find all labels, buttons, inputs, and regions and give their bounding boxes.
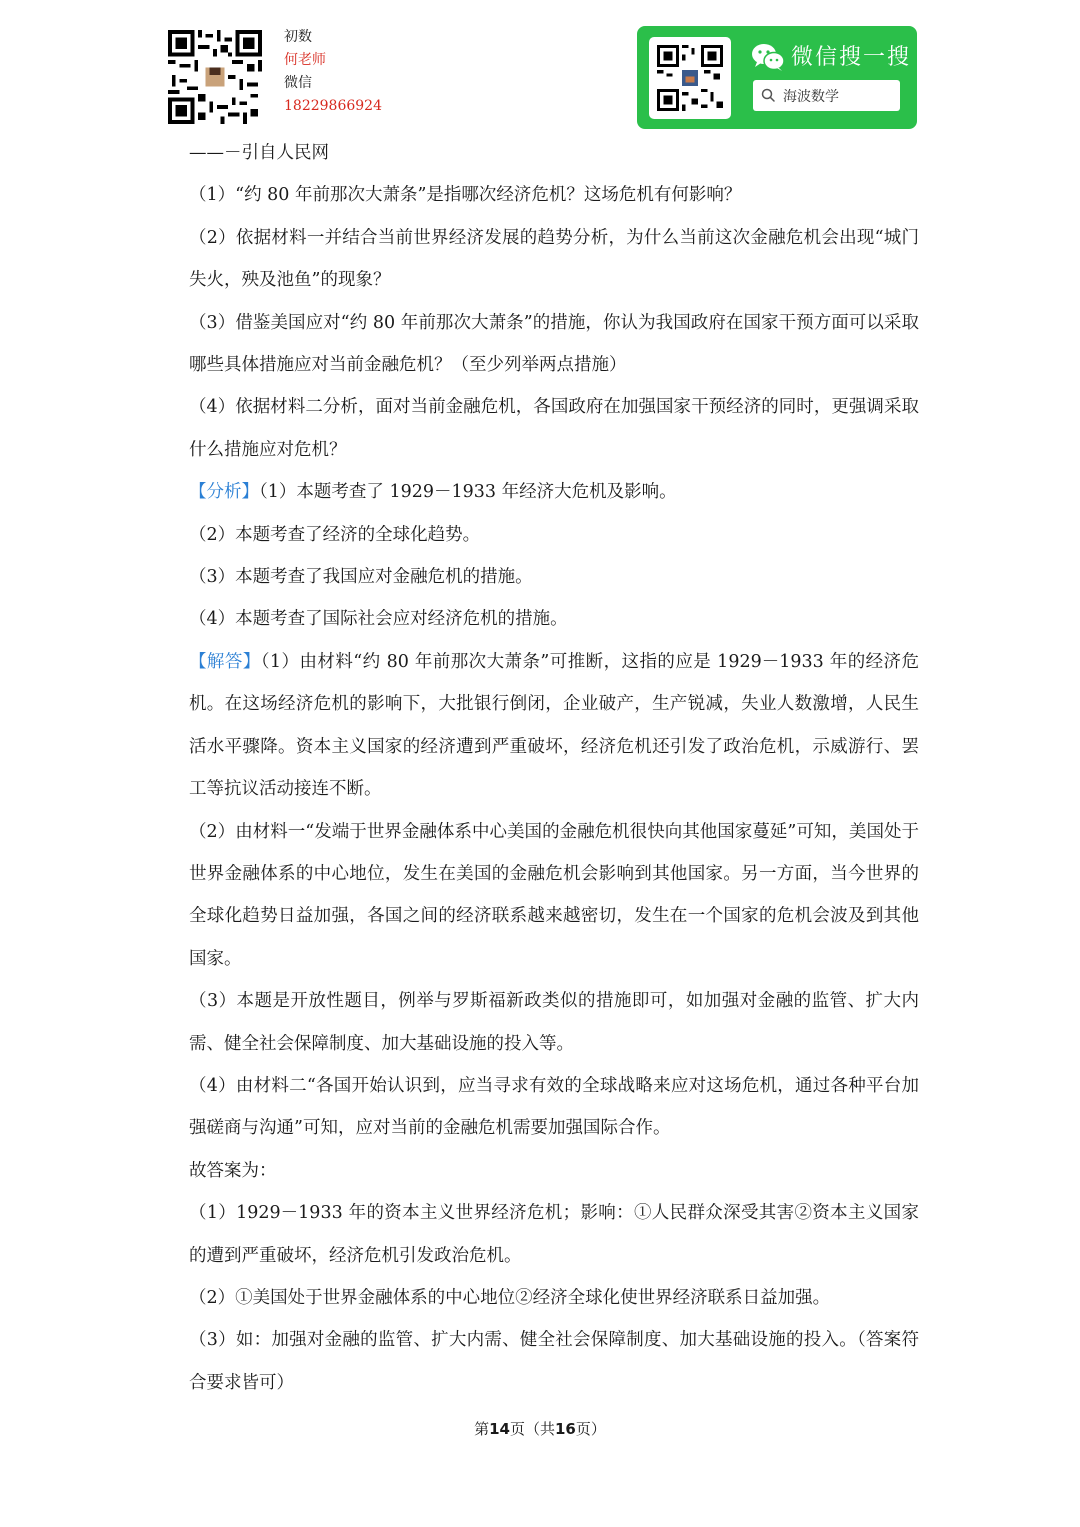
contact-wechat-label: 微信 (284, 75, 312, 91)
contact-block (284, 26, 382, 118)
question-3: （3）借鉴美国应对“约 80 年前那次大萧条”的措施，你认为我国政府在国家干预方面可以采取哪些具体措施应对当前金融危机？（至少列举两点措施） (189, 312, 919, 376)
footer-prefix: 第 (474, 1420, 490, 1438)
answer-item-3: （3）本题是开放性题目，例举与罗斯福新政类似的措施即可，如加强对金融的监管、扩大内需、健全社会保障制度、加大基础设施的投入等。 (189, 991, 919, 1054)
wechat-search-box (753, 80, 900, 111)
page-footer (0, 1418, 1080, 1439)
contact-teacher-name: 何老师 (284, 52, 326, 68)
final-answer-3: （3）如：加强对金融的监管、扩大内需、健全社会保障制度、加大基础设施的投入。（答案符合要求皆可） (189, 1330, 919, 1393)
wechat-qr-code (649, 37, 731, 119)
final-answer-2: （2）①美国处于世界金融体系的中心地位②经济全球化使世界经济联系日益加强。 (189, 1287, 831, 1308)
teacher-qr-code (168, 30, 262, 124)
footer-mid: 页（共 (509, 1420, 555, 1438)
footer-total-pages: 16 (555, 1420, 576, 1438)
search-icon (761, 88, 776, 103)
source-line: ——－引自人民网 (189, 143, 329, 163)
analysis-item-1 (189, 471, 919, 513)
question-2: （2）依据材料一并结合当前世界经济发展的趋势分析，为什么当前这次金融危机会出现“城门失火，殃及池鱼”的现象？ (189, 227, 919, 291)
analysis-item-3: （3）本题考查了我国应对金融危机的措施。 (189, 567, 533, 588)
question-1: （1）“约 80 年前那次大萧条”是指哪次经济危机？这场危机有何影响？ (189, 185, 742, 206)
answer-text-1: （1）由材料“约 80 年前那次大萧条”可推断，这指的应是 1929－1933 年的经济危机。在这场经济危机的影响下，大批银行倒闭，企业破产，生产锐减，失业人数激增，人民生活水平骤降。资本主义国家的经济遭到严重破坏，经济危机还引发了政治危机，示威游行、罢工等抗议活动接连不断。 (189, 651, 919, 800)
analysis-item-2: （2）本题考查了经济的全球化趋势。 (189, 524, 481, 545)
analysis-item-4: （4）本题考查了国际社会应对经济危机的措施。 (189, 609, 568, 630)
wechat-logo-icon (751, 42, 785, 72)
answer-item-2: （2）由材料一“发端于世界金融体系中心美国的金融危机很快向其他国家蔓延”可知，美国处于世界金融体系的中心地位，发生在美国的金融危机会影响到其他国家。另一方面，当今世界的全球化趋势日益加强，各国之间的经济联系越来越密切，发生在一个国家的危机会波及到其他国家。 (189, 821, 919, 969)
analysis-text-1: （1）本题考查了 1929－1933 年经济大危机及影响。 (259, 482, 677, 503)
answer-item-1 (189, 641, 919, 811)
question-4: （4）依据材料二分析，面对当前金融危机，各国政府在加强国家干预经济的同时，更强调采取什么措施应对危机？ (189, 397, 919, 460)
answer-item-4: （4）由材料二“各国开始认识到，应当寻求有效的全球战略来应对这场危机，通过各种平台加强磋商与沟通”可知，应对当前的金融危机需要加强国际合作。 (189, 1075, 919, 1139)
final-answer-1: （1）1929－1933 年的资本主义世界经济危机；影响：①人民群众深受其害②资本主义国家的遭到严重破坏，经济危机引发政治危机。 (189, 1203, 919, 1266)
contact-phone-number: 18229866924 (284, 98, 382, 114)
wechat-search-title: 微信搜一搜 (791, 45, 912, 70)
wechat-search-card (637, 26, 917, 129)
footer-page-number: 14 (489, 1420, 510, 1438)
document-body (189, 132, 919, 1404)
wechat-search-text: 海波数学 (783, 89, 839, 105)
conclusion-label: 故答案为： (189, 1160, 277, 1181)
answer-tag: 【解答】 (189, 651, 261, 672)
analysis-tag: 【分析】 (189, 482, 259, 503)
footer-suffix: 页） (575, 1420, 606, 1438)
contact-subject: 初数 (284, 29, 312, 45)
